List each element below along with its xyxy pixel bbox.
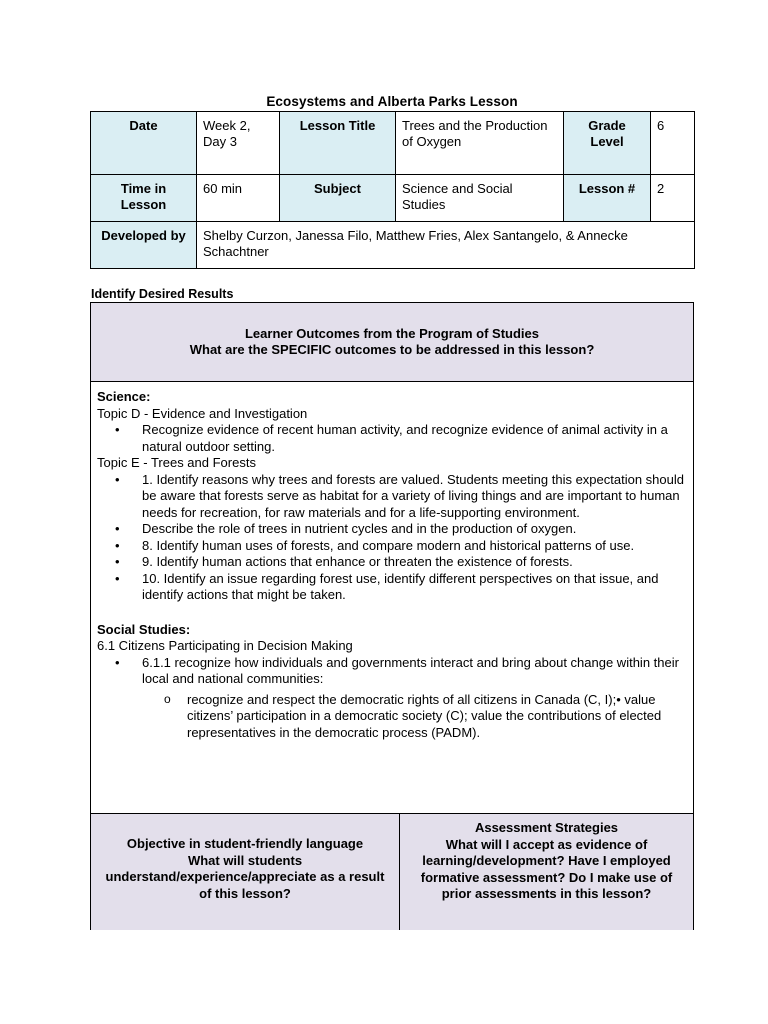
list-item: • 1. Identify reasons why trees and forests are valued. Students meeting this expectation should be aware that forests serve as habitat for a variety of living things and are important to human needs for recreation, for raw materials and for a life-supporting environment. [97,472,687,522]
topic-d-list [97,422,687,455]
grade-level-value: 6 [651,112,695,175]
list-item: • 10. Identify an issue regarding forest use, identify different perspectives on that issue, and identify actions that might be taken. [97,571,687,604]
list-item: • 9. Identify human actions that enhance or threaten the existence of forests. [97,554,687,571]
developed-by-label: Developed by [91,222,197,269]
lesson-info-table [90,111,695,269]
lesson-title-label: Lesson Title [280,112,396,175]
subject-label: Subject [280,175,396,222]
time-in-lesson-value: 60 min [197,175,280,222]
social-topic-heading: 6.1 Citizens Participating in Decision Making [97,638,353,653]
lesson-title-value: Trees and the Production of Oxygen [396,112,564,175]
list-item: • Recognize evidence of recent human activity, and recognize evidence of animal activity in a natural outdoor setting. [97,422,687,455]
objective-cell [91,814,400,930]
assessment-cell [400,814,693,930]
list-item: • Describe the role of trees in nutrient cycles and in the production of oxygen. [97,521,687,538]
lesson-number-value: 2 [651,175,695,222]
time-in-lesson-label: Time in Lesson [91,175,197,222]
outcomes-heading [91,303,693,382]
list-item: • 6.1.1 recognize how individuals and governments interact and bring about change within their local and national communities: [97,655,687,688]
sub-list-item: o recognize and respect the democratic rights of all citizens in Canada (C, I);• value citizens’ participation in a democratic society (C); value the contributions of elected representatives in the democratic process (PADM). [97,692,687,742]
assessment-question: What will I accept as evidence of learning/development? Have I employed formative assessment? Do I make use of prior assessments in this lesson? [420,836,673,901]
science-label: Science: [97,389,151,404]
date-value: Week 2, Day 3 [197,112,280,175]
outcomes-heading-line2: What are the SPECIFIC outcomes to be addressed in this lesson? [189,342,595,357]
objective-heading: Objective in student-friendly language [126,836,364,851]
objective-assessment-row [91,813,693,930]
topic-e-heading: Topic E - Trees and Forests [97,455,256,470]
date-label: Date [91,112,197,175]
desired-results-box [90,302,694,930]
social-studies-label: Social Studies: [97,621,191,637]
outcomes-heading-line1: Learner Outcomes from the Program of Studies [244,326,539,341]
objective-question: What will students understand/experience/appreciate as a result of this lesson? [105,852,385,901]
document-title: Ecosystems and Alberta Parks Lesson [266,94,518,109]
outcomes-body [91,382,693,819]
social-list [97,655,687,688]
section-label: Identify Desired Results [91,287,234,301]
subject-value: Science and Social Studies [396,175,564,222]
list-item: • 8. Identify human uses of forests, and compare modern and historical patterns of use. [97,538,687,555]
developed-by-value: Shelby Curzon, Janessa Filo, Matthew Fries, Alex Santangelo, & Annecke Schachtner [197,222,695,269]
topic-d-heading: Topic D - Evidence and Investigation [97,405,308,421]
grade-level-label: Grade Level [564,112,651,175]
lesson-number-label: Lesson # [564,175,651,222]
assessment-heading: Assessment Strategies [474,820,619,835]
social-sublist [97,692,687,742]
topic-e-list [97,472,687,604]
